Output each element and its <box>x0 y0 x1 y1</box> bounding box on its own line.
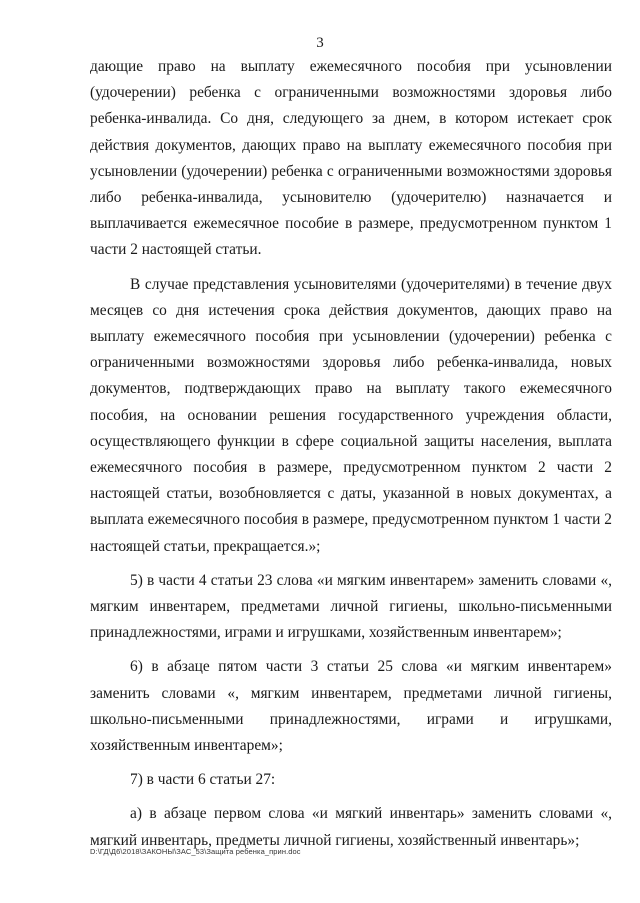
paragraph-item-5: 5) в части 4 статьи 23 слова «и мягким инвентарем» заменить словами «, мягким инвентарем, предметами личной гигиены, школьно-письменными принадлежностями, играми и игрушками, хозяйственным инвентарем»; <box>90 571 612 642</box>
paragraph-item-7: 7) в части 6 статьи 27: <box>130 771 276 789</box>
paragraph-continuation: дающие право на выплату ежемесячного пособия при усыновлении (удочерении) ребенка с ограниченными возможностями здоровья либо ребенка-инвалида. Со дня, следующего за днем, в котором истекает срок действия документов, дающих право на выплату ежемесячного пособия при усыновлении (удочерении) ребенка с ограниченными возможностями здоровья либо ребенка-инвалида, усыновителю (удочерителю) назначается и выплачивается ежемесячное пособие в размере, предусмотренном пунктом 1 части 2 настоящей статьи. <box>90 58 612 259</box>
paragraph-item-6: 6) в абзаце пятом части 3 статьи 25 слова «и мягким инвентарем» заменить словами «, мягким инвентарем, предметами личной гигиены, школьно-письменными принадлежностями, играми и игрушками, хозяйственным инвентарем»; <box>90 658 612 755</box>
document-body <box>90 54 612 854</box>
paragraph-item-7a: а) в абзаце первом слова «и мягкий инвентарь» заменить словами «, мягкий инвентарь, предметы личной гигиены, хозяйственный инвентарь»; <box>90 805 612 849</box>
paragraph-renewal-clause: В случае представления усыновителями (удочерителями) в течение двух месяцев со дня истечения срока действия документов, дающих право на выплату ежемесячного пособия при усыновлении (удочерении) ребенка с ограниченными возможностями здоровья либо ребенка-инвалида, новых документов, подтверждающих право на выплату такого ежемесячного пособия, на основании решения государственного учреждения области, осуществляющего функции в сфере социальной защиты населения, выплата ежемесячного пособия в размере, предусмотренном пунктом 2 части 2 настоящей статьи, возобновляется с даты, указанной в новых документах, а выплата ежемесячного пособия в размере, предусмотренном пунктом 1 части 2 настоящей статьи, прекращается.»; <box>90 275 612 555</box>
file-path-footer: D:\ГД\Д6\2018\ЗАКОНЫ\ЗАС_53\Защита ребенка_прин.doc <box>90 847 301 856</box>
page-number: 3 <box>316 35 324 51</box>
